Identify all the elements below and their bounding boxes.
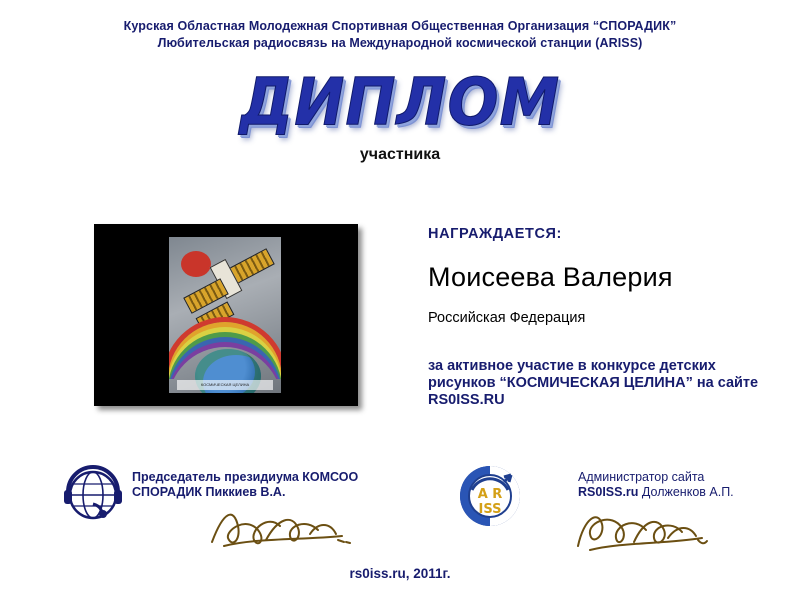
right-signature-person: Долженков А.П. (638, 485, 734, 499)
recipient-name: Моисеева Валерия (428, 262, 673, 292)
artwork-caption: КОСМИЧЕСКАЯ ЦЕЛИНА (177, 380, 273, 390)
artwork-image (169, 237, 281, 393)
left-signature-line-1: Председатель президиума КОМСОО (132, 470, 359, 484)
award-label: НАГРАЖДАЕТСЯ: (428, 226, 562, 242)
organization-header (0, 18, 800, 52)
artwork-frame (94, 224, 358, 406)
ariss-logo-icon (458, 464, 522, 528)
recipient-country: Российская Федерация (428, 310, 586, 326)
sporadic-logo-icon (62, 462, 124, 524)
right-signature-text (578, 470, 734, 500)
award-reason: за активное участие в конкурсе детских рисунков “КОСМИЧЕСКАЯ ЦЕЛИНА” на сайте RS0ISS.RU (428, 358, 759, 408)
right-signature-line-2 (578, 485, 734, 500)
right-signature-line-1: Администратор сайта (578, 470, 705, 484)
right-signature-scribble (568, 500, 718, 562)
ariss-logo-bottom-text: ISS (478, 502, 502, 517)
left-signature-text (132, 470, 358, 500)
left-signature-line-2: СПОРАДИК Пиккиев В.А. (132, 485, 286, 499)
certificate-title-wrap (0, 65, 800, 141)
organization-line-2: Любительская радиосвязь на Международной космической станции (ARISS) (157, 36, 643, 50)
certificate-subtitle: участника (359, 146, 441, 163)
artwork-sun (181, 251, 211, 277)
footer-text: rs0iss.ru, 2011г. (349, 566, 451, 581)
right-signature-site: RS0ISS.ru (578, 485, 639, 499)
ariss-logo-top-text: A R (477, 487, 503, 502)
organization-line-1: Курская Областная Молодежная Спортивная Общественная Организация “СПОРАДИК” (123, 19, 677, 33)
left-signature-scribble (206, 500, 356, 562)
certificate-title: ДИПЛОМ (239, 65, 561, 141)
